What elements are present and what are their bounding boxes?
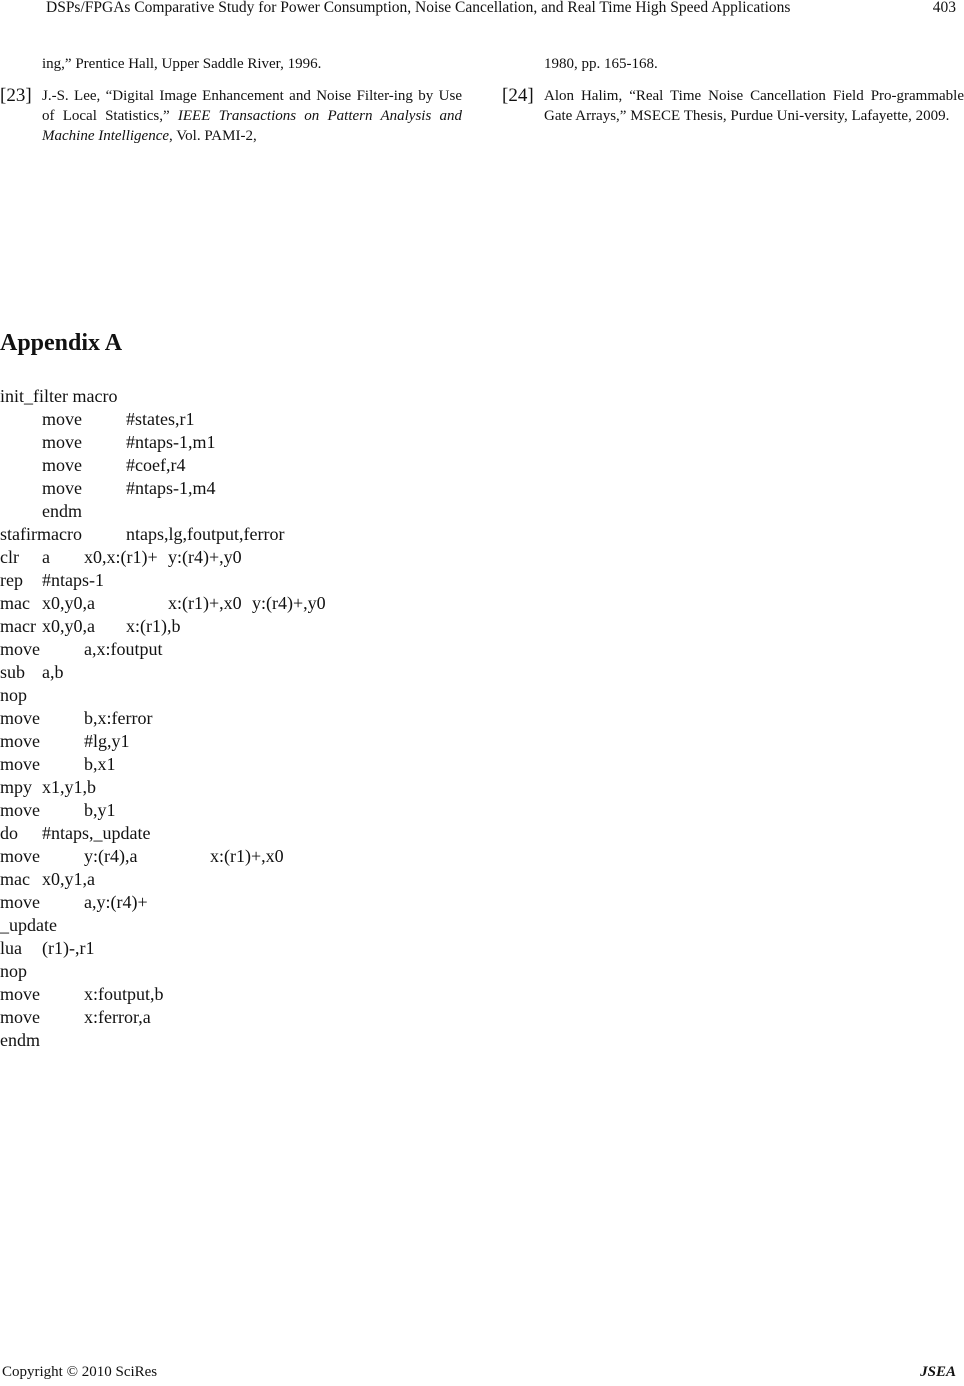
code-token: #lg,y1	[84, 731, 130, 751]
code-token: b,y1	[84, 800, 116, 820]
code-token: x:(r1)+,x0	[168, 593, 242, 613]
code-token: move	[42, 432, 82, 452]
code-token: rep	[0, 570, 23, 590]
code-token: endm	[0, 1030, 40, 1050]
code-token: x:foutput,b	[84, 984, 164, 1004]
code-token: macr	[0, 616, 36, 636]
reference-text: J.-S. Lee, “Digital Image Enhancement and Noise Filter-ing by Use of Local Statistics,” IEEE Transactions on Pattern Analysis and Machine Intelligence, Vol. PAMI-2,	[42, 88, 463, 144]
code-token: x:(r1)+,x0	[210, 846, 284, 866]
page-number: 403	[932, 0, 956, 16]
code-token: a	[42, 547, 50, 567]
reference-24	[502, 86, 964, 126]
code-token: mac	[0, 869, 30, 889]
code-token: x:ferror,a	[84, 1007, 151, 1027]
journal-name: IEEE Transactions on Pattern Analysis and Machine Intelligence	[42, 108, 463, 144]
code-token: #coef,r4	[126, 455, 186, 475]
code-token: y:(r4),a	[84, 846, 138, 866]
reference-23	[0, 86, 462, 146]
code-token: nop	[0, 961, 27, 981]
copyright-text: Copyright © 2010 SciRes	[2, 1364, 158, 1380]
code-token: x0,y0,a	[42, 593, 95, 613]
code-token: nop	[0, 685, 27, 705]
reference-text: Alon Halim, “Real Time Noise Cancellation Field Pro-grammable Gate Arrays,” MSECE Thesis, Purdue Uni-versity, Lafayette, 2009.	[544, 88, 964, 124]
appendix-heading: Appendix A	[0, 330, 123, 356]
code-token: move	[0, 639, 40, 659]
code-token: #ntaps-1,m4	[126, 478, 216, 498]
reference-number: [24]	[502, 85, 534, 106]
reference-number: [23]	[0, 85, 32, 106]
code-token: stafirmacro	[0, 524, 82, 544]
code-token: y:(r4)+,y0	[252, 593, 326, 613]
code-token: x0,y0,a	[42, 616, 95, 636]
code-token: move	[0, 754, 40, 774]
code-token: x0,x:(r1)+	[84, 547, 158, 567]
code-token: move	[0, 800, 40, 820]
code-token: y:(r4)+,y0	[168, 547, 242, 567]
code-token: endm	[42, 501, 82, 521]
code-token: ntaps,lg,foutput,ferror	[126, 524, 285, 544]
code-token: b,x:ferror	[84, 708, 153, 728]
journal-abbreviation: JSEA	[920, 1364, 956, 1380]
code-token: init_filter macro	[0, 386, 118, 406]
code-token: move	[42, 478, 82, 498]
code-token: #ntaps-1,m1	[126, 432, 216, 452]
code-token: #ntaps,_update	[42, 823, 151, 843]
code-token: move	[0, 846, 40, 866]
code-token: x:(r1),b	[126, 616, 181, 636]
code-token: a,b	[42, 662, 64, 682]
running-header-title: DSPs/FPGAs Comparative Study for Power Consumption, Noise Cancellation, and Real Time High Speed Applications	[46, 0, 791, 16]
reference-22-continuation: ing,” Prentice Hall, Upper Saddle River, 1996.	[42, 56, 322, 72]
code-token: clr	[0, 547, 19, 567]
code-token: #ntaps-1	[42, 570, 104, 590]
code-token: move	[0, 731, 40, 751]
code-token: move	[0, 892, 40, 912]
code-token: b,x1	[84, 754, 116, 774]
code-token: sub	[0, 662, 26, 682]
code-token: _update	[0, 915, 57, 935]
running-header	[0, 0, 964, 22]
references-left-column	[0, 54, 462, 146]
code-token: move	[42, 455, 82, 475]
code-token: x0,y1,a	[42, 869, 95, 889]
code-token: mpy	[0, 777, 33, 797]
code-token: a,x:foutput	[84, 639, 163, 659]
code-token: (r1)-,r1	[42, 938, 95, 958]
code-token: lua	[0, 938, 22, 958]
reference-23-continuation: 1980, pp. 165-168.	[544, 56, 658, 72]
code-token: a,y:(r4)+	[84, 892, 148, 912]
code-token: move	[0, 984, 40, 1004]
code-token: #states,r1	[126, 409, 195, 429]
code-token: x1,y1,b	[42, 777, 96, 797]
code-token: move	[0, 708, 40, 728]
references-right-column	[502, 54, 964, 126]
code-token: mac	[0, 593, 30, 613]
code-token: move	[0, 1007, 40, 1027]
code-token: do	[0, 823, 18, 843]
page-footer	[0, 1364, 964, 1386]
code-token: move	[42, 409, 82, 429]
